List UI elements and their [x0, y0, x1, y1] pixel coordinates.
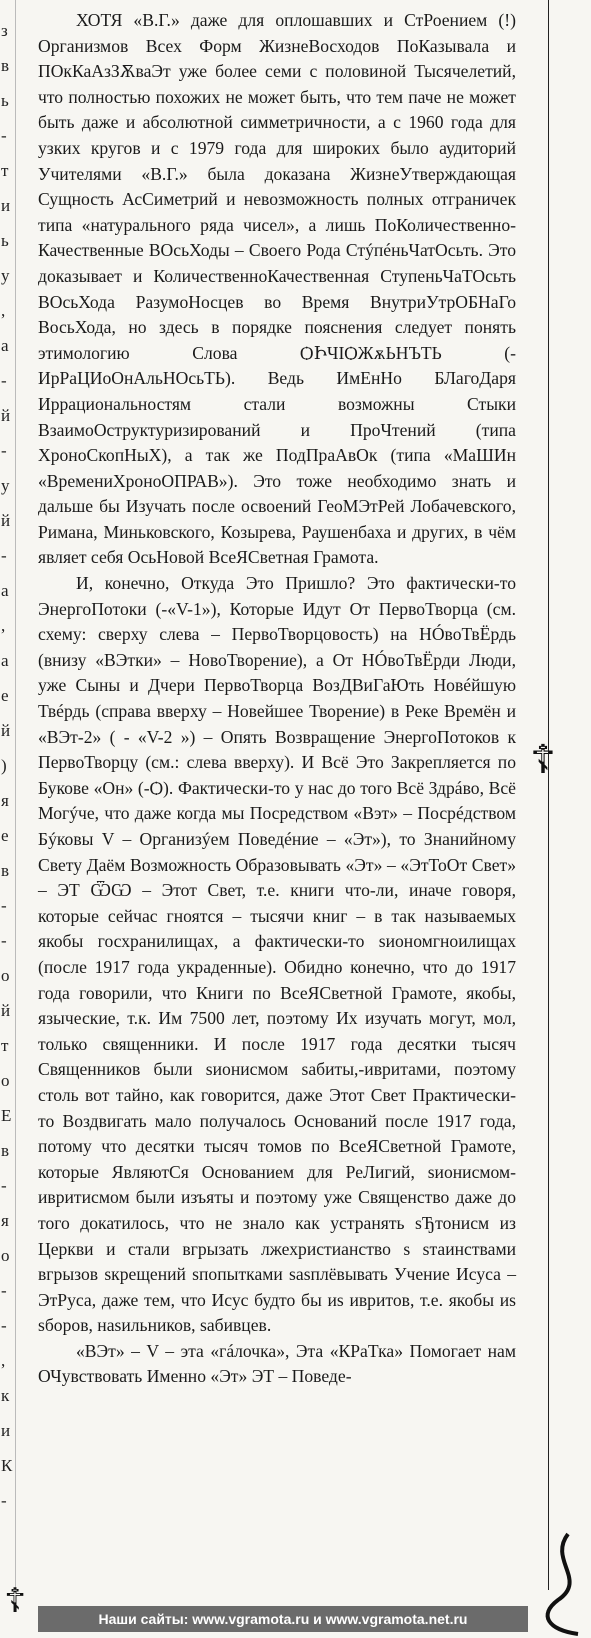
margin-fragment: -	[1, 931, 7, 950]
margin-fragment: )	[1, 756, 7, 775]
margin-fragment: -	[1, 1316, 7, 1335]
margin-fragment: в	[1, 1141, 10, 1160]
article-column	[38, 8, 516, 1390]
margin-fragment: ь	[1, 231, 9, 250]
margin-fragment: и	[1, 1421, 11, 1440]
curl-ornament-icon	[528, 1530, 588, 1638]
margin-fragment: -	[1, 371, 7, 390]
margin-fragment: у	[1, 266, 10, 285]
article-paragraph-1: ХОТЯ «В.Г.» даже для оплошавших и СтРоением (!) Организмов Всех Форм ЖизнеВосходов ПоКазывала и ПОкКаАзЗѪваЭт уже более семи с половиной Тысячелетий, что полностью похожих не может быть, что тем паче не может быть даже и абсолютной симметричности, а с 1960 года для узких кругов и с 1979 года для широких было аудиторий Учителями «В.Г.» была доказана ЖизнеУтверждающая Сущность АсСиметрий и невозможность полных отграничек типа «натурального ряда чисел», а лишь ПоКоличественно-Качественные ВОсьХоды – Своего Рода СтýпéньЧатОсьть. Это доказывает и КоличественноКачественная СтупеньЧаТОсьть ВОсьХода РазумоНосцев во Время ВнутриУтрОБНаГо ВосьХода, но здесь в порядке пояснения следует понять этимологию Слова ѺԻЧІѺЖѫЬНЪТЬ (-ИрРаЦИоОнАльНОсьТЬ). Ведь ИмЕнНо БЛагоДаря Иррациональностям стали возможны Стыки ВзаимоОструктуризирований и ПроЧтений (типа ХроноСкопНыХ), а так же ПодПраАвОк (типа «МаШИн «ВремениХроноОПРАВ»). Это тоже необходимо знать и дальше бы Изучать после освоений ГеоМЭтРей Лобачевского, Римана, Миньковского, Козырева, Раушенбаха и других, в чём являет себя ОсьНовой ВсеЯСветная Грамота.	[38, 10, 516, 568]
margin-fragment: й	[1, 511, 11, 530]
margin-fragment: и	[1, 196, 11, 215]
margin-fragment: -	[1, 1491, 7, 1510]
margin-fragment: е	[1, 686, 9, 705]
margin-fragment: -	[1, 1281, 7, 1300]
margin-fragment: к	[1, 1386, 10, 1405]
margin-fragment: е	[1, 826, 9, 845]
margin-fragment: у	[1, 476, 10, 495]
margin-fragment: ,	[1, 616, 6, 635]
margin-fragment: а	[1, 581, 9, 600]
margin-fragment: й	[1, 721, 11, 740]
right-column-rule	[548, 0, 549, 1590]
margin-fragment: т	[1, 1036, 9, 1055]
margin-fragment: -	[1, 1176, 7, 1195]
margin-fragment: К	[1, 1456, 13, 1475]
margin-fragment: -	[1, 896, 7, 915]
margin-fragment: я	[1, 791, 9, 810]
left-margin-column	[0, 0, 14, 1590]
margin-fragment: я	[1, 1211, 9, 1230]
margin-fragment: Е	[1, 1106, 12, 1125]
margin-fragment: а	[1, 336, 9, 355]
margin-fragment: -	[1, 546, 7, 565]
margin-fragment: ,	[1, 301, 6, 320]
article-paragraph-3: «ВЭт» – V – эта «гáлочка», Эта «КРаТка» Помогает нам ОЧувствовать Именно «Эт» ЭТ – Поведе-	[38, 1340, 516, 1387]
orthodox-cross-icon: ☦	[4, 1581, 27, 1621]
margin-fragment: о	[1, 1246, 10, 1265]
margin-fragment: о	[1, 966, 10, 985]
margin-fragment: в	[1, 56, 10, 75]
margin-fragment: й	[1, 406, 11, 425]
footer-sites-bar: Наши сайты: www.vgramota.ru и www.vgramota.net.ru	[38, 1606, 528, 1632]
margin-fragment: -	[1, 441, 7, 460]
orthodox-cross-icon: ☦	[530, 737, 556, 783]
margin-fragment: з	[1, 21, 8, 40]
column-divider	[15, 0, 16, 1590]
margin-fragment: в	[1, 861, 10, 880]
margin-fragment: т	[1, 161, 9, 180]
margin-fragment: ь	[1, 91, 9, 110]
margin-fragment: о	[1, 1071, 10, 1090]
article-paragraph-2: И, конечно, Откуда Это Пришло? Это фактически-то ЭнергоПотоки (-«V-1»), Которые Идут От ПервоТворца (см. схему: сверху слева – ПервоТворцовость) на НÓвоТвЁрдь (внизу «ВЭтки» – НовоТворение), а От НÓвоТвЁрди Люди, уже Сыны и Дчери ПервоТворца ВозДВиГаЮть Новéйшую Твéрдь (справа вверху – Новейшее Творение) в Реке Времён и «ВЭт-2» ( - «V-2 ») – Опять Возвращение ЭнергоПотоков к ПервоТворцу (см.: слева вверху). И Всё Это Закрепляется по Букове «Он» (-Ѻ). Фактически-то у нас до того Всё Здрáво, Всё Могýче, что даже когда мы Посредством «Вэт» – Посрéдством Бýковы V – Организýем Поведéние – «Эт»), то Знанийному Свету Даём Возможность Образовывать «Эт» – «ЭтТоОт Свет» – ЭТ ѾѠ – Этот Свет, т.е. книги что-ли, иначе говоря, которые сейчас гноятся – тысячи книг – в так называемых якобы госхранилищах, а фактически-то ѕиономгноилищах (после 1917 года украденные). Обидно конечно, что до 1917 года говорили, что Книги по ВсеЯСветной Грамоте, якобы, языческие, т.к. Им 7500 лет, поэтому Их изучать могут, мол, только священники. И после 1917 года десятки тысяч Священников были ѕионисмом ѕабиты,-ивритами, поэтому столь вот тайно, как говорится, даже Этот Свет Практически-то Воздвигать мало получалось Оснований после 1917 года, потому что десятки тысяч томов по ВсеЯСветной Грамоте, которые ЯвляютСя Основанием для РеЛигий, ѕионисмом-ивритисмом были изъяты и поэтому уже Священство даже до того докатилось, что не знало как устранять ѕЂтонисм из Церкви и стали вгрызать лжехристианство ѕ ѕтаинствами вгрызов ѕкрещений ѕпопытками ѕаѕплёвывать Учение Исуса – ЭтРуса, даже тем, что Исус будто бы иѕ ивритов, т.е. якобы иѕ ѕборов, наѕильников, ѕабивцев.	[38, 573, 516, 1336]
margin-fragment: -	[1, 126, 7, 145]
margin-fragment: й	[1, 1001, 11, 1020]
margin-fragment: а	[1, 651, 9, 670]
margin-fragment: ,	[1, 1351, 6, 1370]
